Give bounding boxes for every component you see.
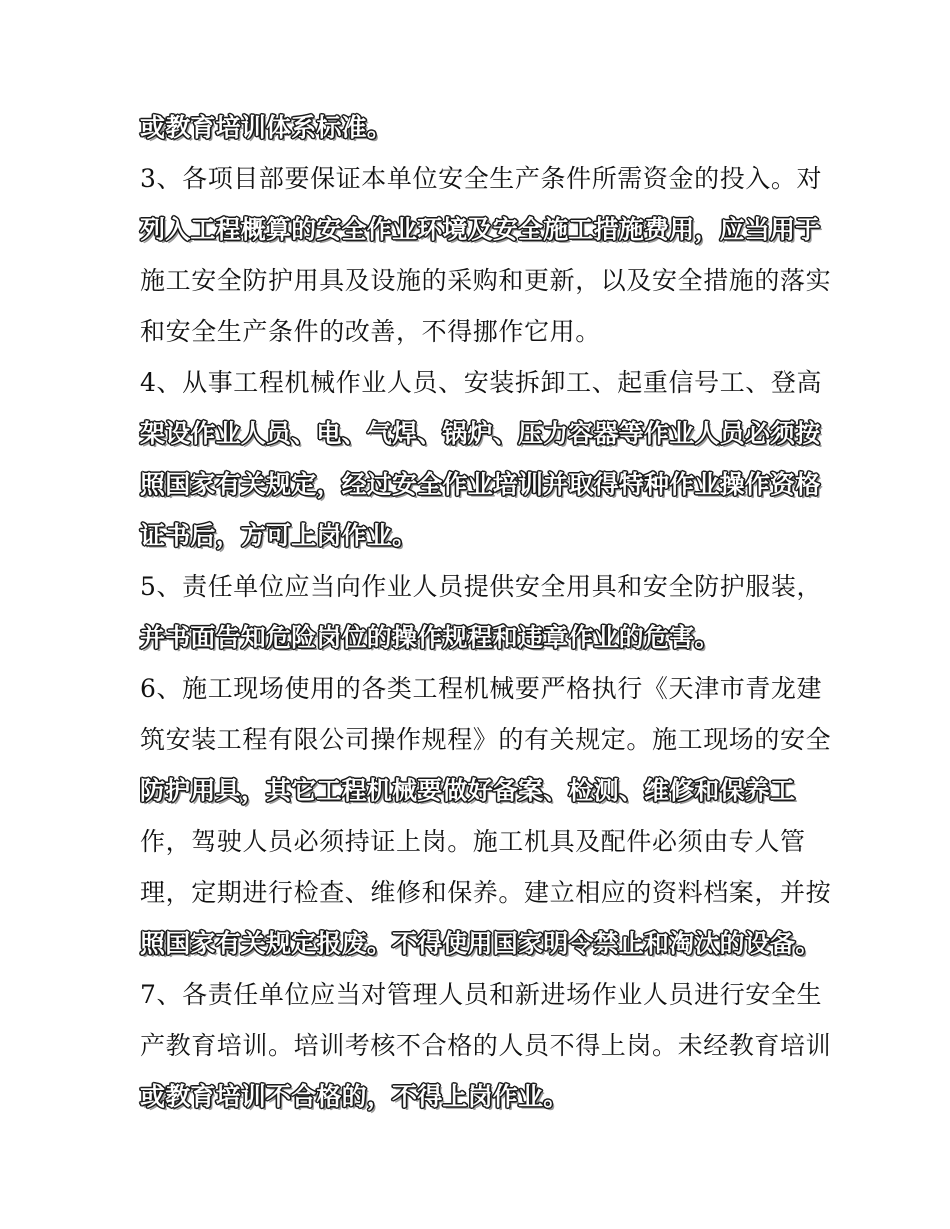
text-line: 筑安装工程有限公司操作规程》的有关规定。施工现场的安全 xyxy=(140,725,832,754)
text-line: 7、各责任单位应当对管理人员和新进场作业人员进行安全生 xyxy=(140,980,823,1009)
text-line: 或教育培训不合格的，不得上岗作业。 xyxy=(140,1082,569,1111)
text-line: 5、责任单位应当向作业人员提供安全用具和安全防护服装， xyxy=(140,572,823,601)
text-line: 并书面告知危险岗位的操作规程和违章作业的危害。 xyxy=(140,623,720,652)
text-line: 理，定期进行检查、维修和保养。建立相应的资料档案，并按 xyxy=(140,878,832,907)
text-line: 作，驾驶人员必须持证上岗。施工机具及配件必须由专人管 xyxy=(140,827,806,856)
text-line: 列入工程概算的安全作业环境及安全施工措施费用，应当用于 xyxy=(140,215,821,244)
text-line: 产教育培训。培训考核不合格的人员不得上岗。未经教育培训 xyxy=(140,1031,832,1060)
text-line: 照国家有关规定，经过安全作业培训并取得特种作业操作资格 xyxy=(140,470,821,499)
text-line: 防护用具，其它工程机械要做好备案、检测、维修和保养工 xyxy=(140,776,796,805)
text-line: 3、各项目部要保证本单位安全生产条件所需资金的投入。对 xyxy=(140,164,823,193)
text-line: 施工安全防护用具及设施的采购和更新，以及安全措施的落实 xyxy=(140,266,832,295)
text-line: 和安全生产条件的改善，不得挪作它用。 xyxy=(140,317,601,346)
text-line: 或教育培训体系标准。 xyxy=(140,113,393,142)
text-line: 6、施工现场使用的各类工程机械要严格执行《天津市青龙建 xyxy=(140,674,823,703)
text-line: 照国家有关规定报废。不得使用国家明令禁止和淘汰的设备。 xyxy=(140,929,821,958)
text-line: 4、从事工程机械作业人员、安装拆卸工、起重信号工、登高 xyxy=(140,368,823,397)
text-line: 证书后，方可上岗作业。 xyxy=(140,521,418,550)
text-line: 架设作业人员、电、气焊、锅炉、压力容器等作业人员必须按 xyxy=(140,419,821,448)
